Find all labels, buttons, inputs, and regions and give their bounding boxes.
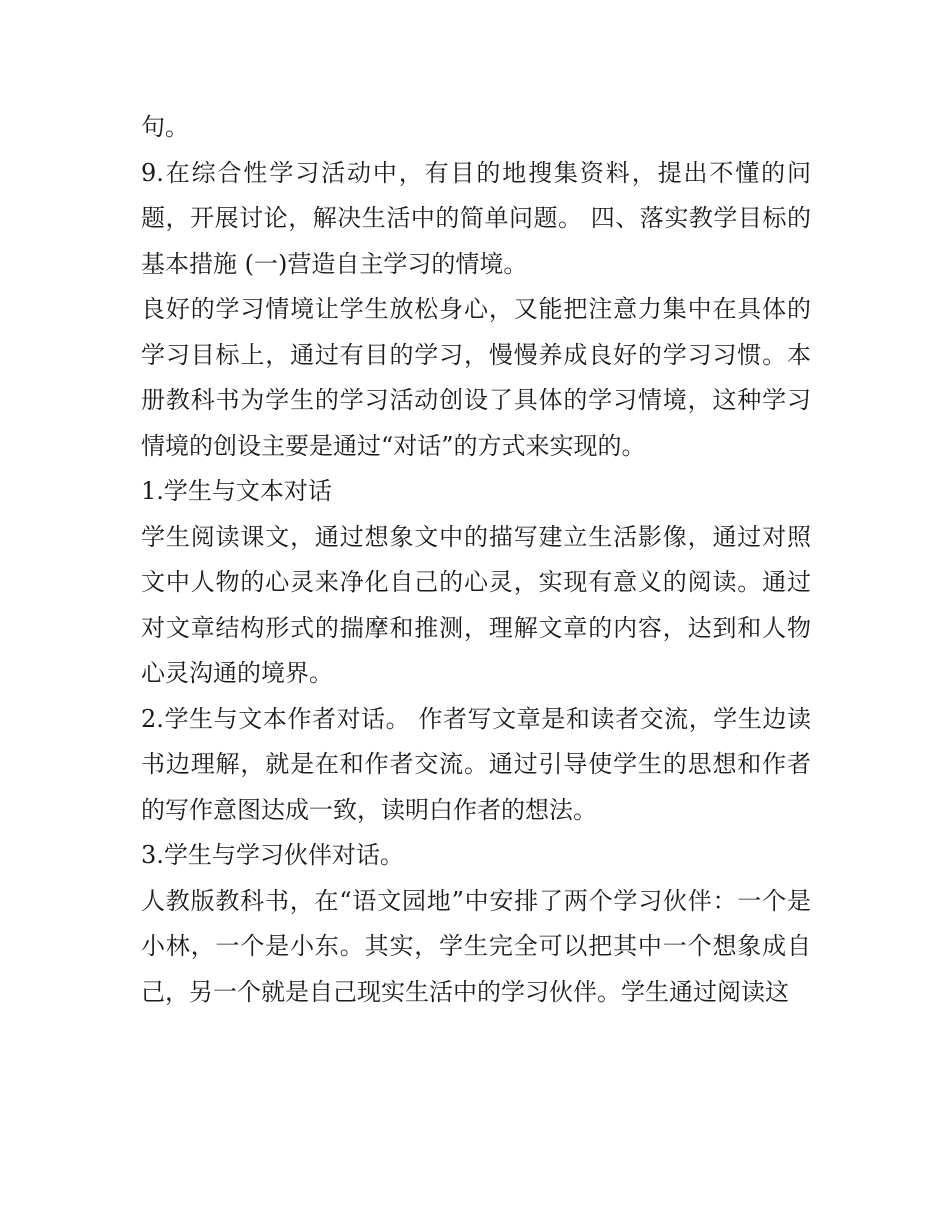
paragraph-text-dialogue: 学生阅读课文，通过想象文中的描写建立生活影像，通过对照文中人物的心灵来净化自己的心灵，实现有意义的阅读。通过对文章结构形式的揣摩和推测，理解文章的内容，达到和人物心灵沟通的境界。	[141, 522, 811, 687]
paragraph-partner-dialogue: 人教版教科书，在“语文园地”中安排了两个学习伙伴：一个是小林，一个是小东。其实，学生完全可以把其中一个想象成自己，另一个就是自己现实生活中的学习伙伴。学生通过阅读这	[141, 886, 811, 1006]
paragraph-continuation: 句。	[141, 113, 189, 141]
paragraph-item-9: 9.在综合性学习活动中，有目的地搜集资料，提出不懂的问题，开展讨论，解决生活中的简单问题。 四、落实教学目标的基本措施 (一)营造自主学习的情境。	[141, 158, 811, 278]
paragraph-heading-1: 1.学生与文本对话	[141, 477, 332, 505]
document-body	[141, 105, 811, 1015]
paragraph-learning-context: 良好的学习情境让学生放松身心，又能把注意力集中在具体的学习目标上，通过有目的学习，慢慢养成良好的学习习惯。本册教科书为学生的学习活动创设了具体的学习情境，这种学习情境的创设主要是通过“对话”的方式来实现的。	[141, 295, 811, 460]
paragraph-author-dialogue: 2.学生与文本作者对话。 作者写文章是和读者交流，学生边读书边理解，就是在和作者交流。通过引导使学生的思想和作者的写作意图达成一致，读明白作者的想法。	[141, 704, 811, 824]
paragraph-heading-3: 3.学生与学习伙伴对话。	[141, 841, 404, 869]
